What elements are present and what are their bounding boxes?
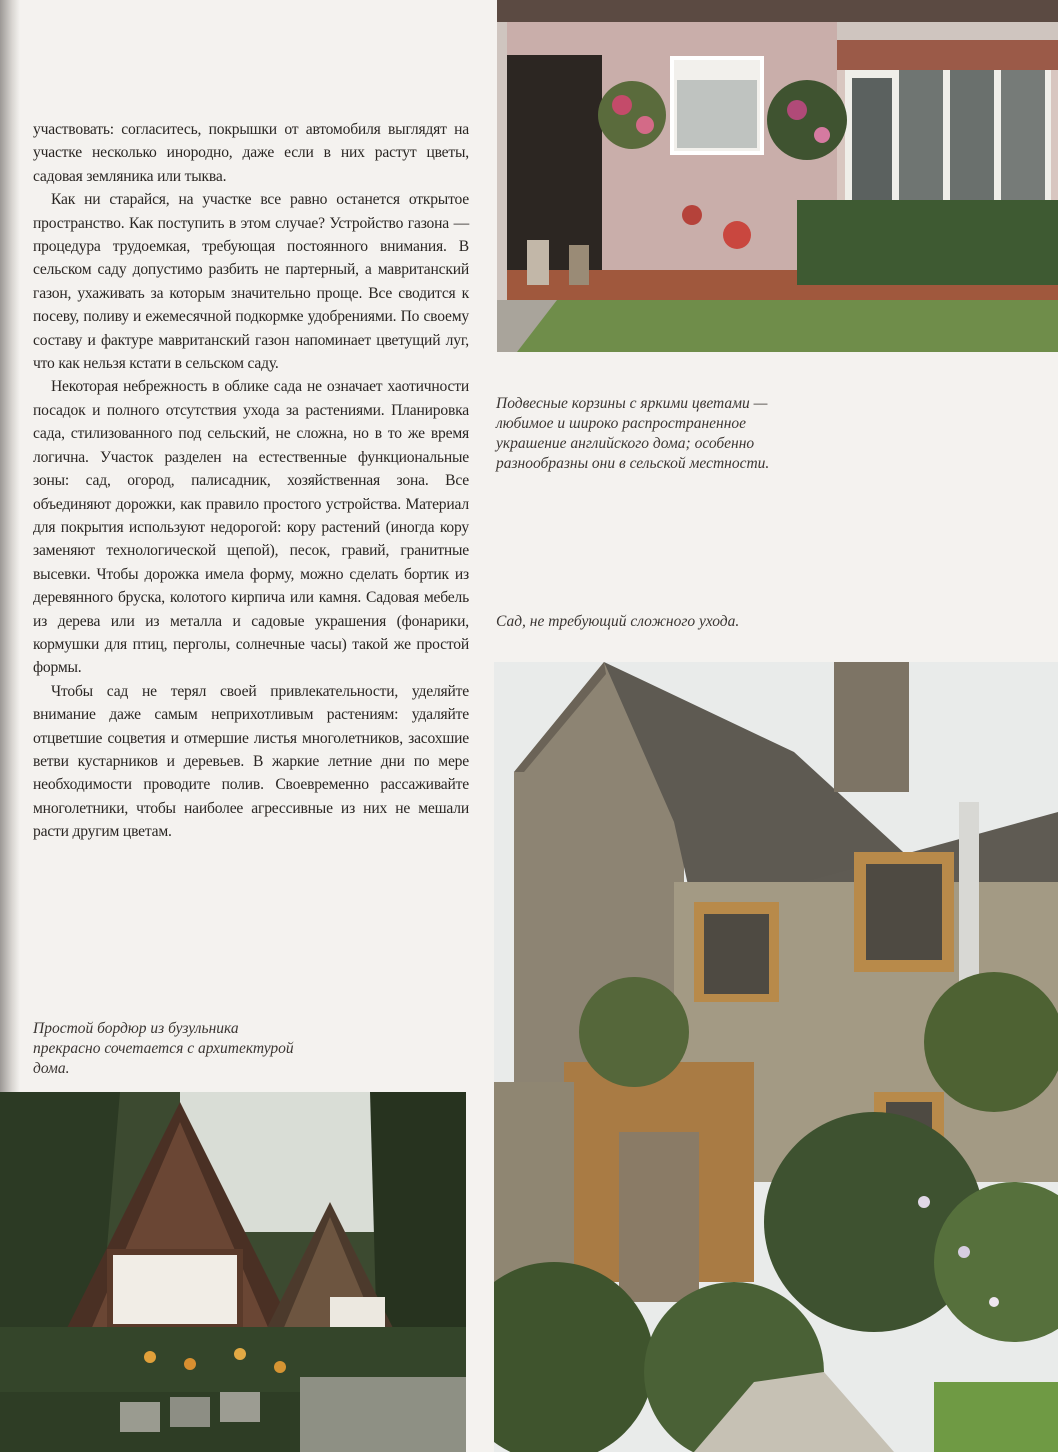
photo-cottage-hanging-baskets [497, 0, 1058, 352]
caption-buzulnik-border: Простой бордюр из бузульника прекрасно сочетается с архитектурой дома. [33, 1019, 294, 1077]
body-paragraph-3: Некоторая небрежность в облике сада не означает хаотичности посадок и полного отсутствия ухода за растениями. Планировка сада, стилизованного под сельский, не сложна, но в то же время логична. Участок разделен на естественные функциональные зоны: сад, огород, палисадник, хозяйственная зона. Все объединяют дорожки, как правило простого устройства. Материал для покрытия используют недорогой: кору растений (иногда кору заменяют технологической щепой), песок, гравий, гранитные высевки. Чтобы дорожка имела форму, можно сделать бортик из деревянного бруска, колотого кирпича или камня. Садовая мебель из дерева или из металла и садовые украшения (фонарики, кормушки для птиц, перголы, солнечные часы) такой же простой формы. [33, 378, 469, 677]
photo-stone-cottage-garden [494, 662, 1058, 1452]
cottage-hanging-baskets-illustration [497, 0, 1058, 352]
caption-easy-garden: Сад, не требующий сложного ухода. [496, 612, 740, 630]
a-frame-house-illustration [0, 1092, 466, 1452]
body-paragraph-4: Чтобы сад не терял своей привлекательности, уделяйте внимание даже самым неприхотливым растениям: удаляйте отцветшие соцветия и отмершие листья многолетников, засохшие ветви кустарников и деревьев. В жаркие летние дни по мере необходимости проводите полив. Своевременно рассаживайте многолетники, чтобы наиболее агрессивные из них не мешали расти другим цветам. [33, 682, 469, 841]
body-text-column [33, 118, 469, 844]
body-paragraph-2: Как ни старайся, на участке все равно останется открытое пространство. Как поступить в этом случае? Устройство газона — процедура трудоемкая, требующая постоянного внимания. В сельском саду допустимо разбить не партерный, а мавританский газон, ухаживать за которым значительно проще. Все сводится к посеву, поливу и ежемесячной подкормке удобрениями. По своему составу и фактуре мавританский газон напоминает цветущий луг, что как нельзя кстати в сельском саду. [33, 191, 469, 373]
caption-hanging-baskets: Подвесные корзины с яркими цветами — любимое и широко распространенное украшение английского дома; особенно разнообразны они в сельской местности. [496, 394, 770, 472]
photo-wooden-a-frame-house [0, 1092, 466, 1452]
stone-cottage-illustration [494, 662, 1058, 1452]
body-paragraph-1: участвовать: согласитесь, покрышки от автомобиля выглядят на участке несколько инородно, даже если в них растут цветы, садовая земляника или тыква. [33, 121, 469, 185]
